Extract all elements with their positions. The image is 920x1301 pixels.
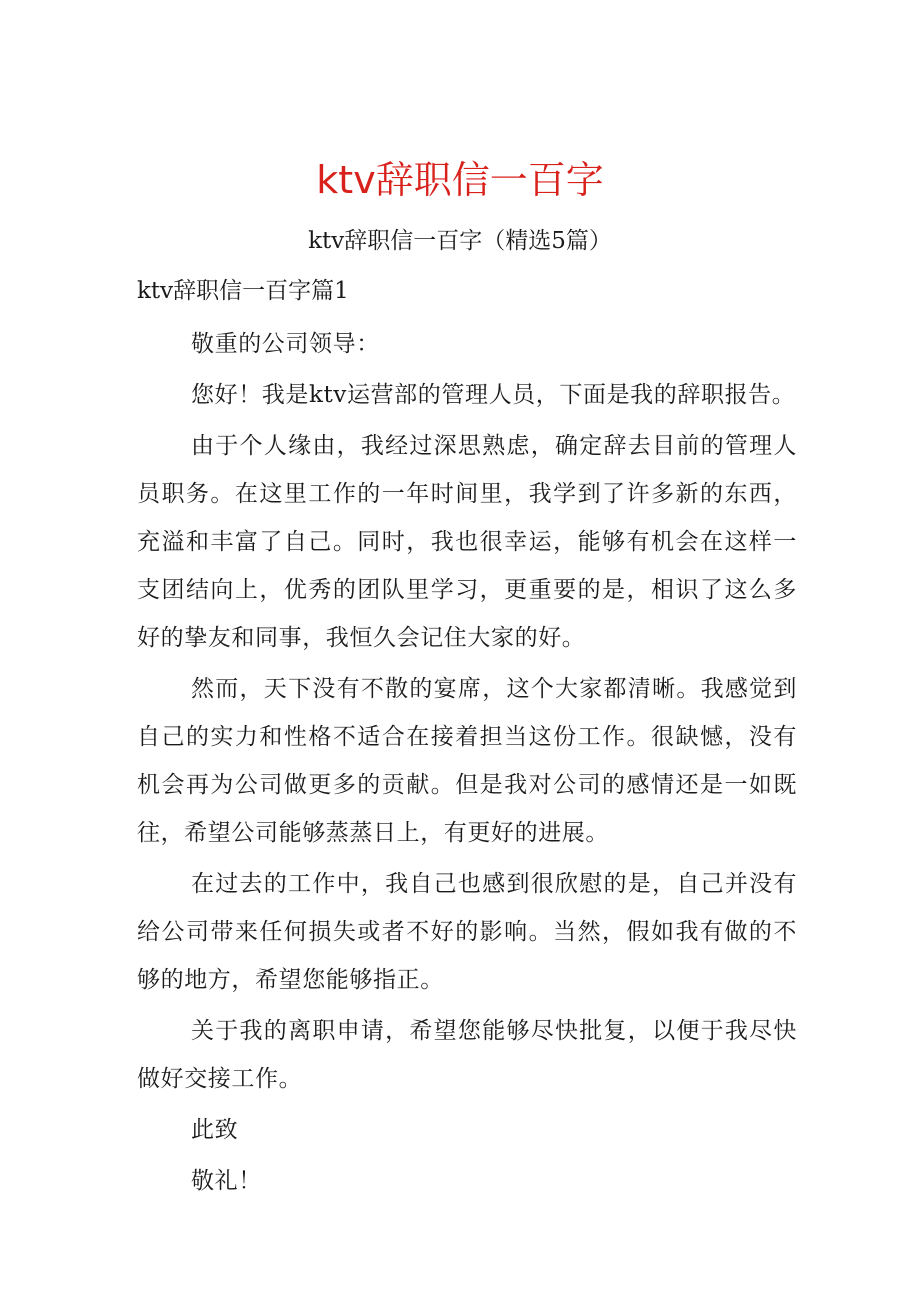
reason-paragraph: 由于个人缘由，我经过深思熟虑，确定辞去目前的管理人员职务。在这里工作的一年时间里，我学到了许多新的东西，充溢和丰富了自己。同时，我也很幸运，能够有机会在这样一支团结向上，优秀的团队里学习，更重要的是，相识了这么多好的挚友和同事，我恒久会记住大家的好。: [137, 433, 797, 651]
greeting-paragraph: 您好！我是ktv运营部的管理人员，下面是我的辞职报告。: [191, 382, 796, 408]
farewell-paragraph: 然而，天下没有不散的宴席，这个大家都清晰。我感觉到自己的实力和性格不适合在接着担当这份工作。很缺憾，没有机会再为公司做更多的贡献。但是我对公司的感情还是一如既往，希望公司能够蒸蒸日上，有更好的进展。: [137, 676, 797, 846]
letter-body: [137, 320, 797, 1205]
closing-line: 此致: [191, 1117, 239, 1143]
salutation: 敬重的公司领导：: [191, 331, 380, 357]
section-heading: ktv辞职信一百字篇1: [137, 278, 349, 304]
request-paragraph: 关于我的离职申请，希望您能够尽快批复，以便于我尽快做好交接工作。: [137, 1018, 797, 1092]
document-subtitle: ktv辞职信一百字（精选5篇）: [308, 228, 612, 254]
reflection-paragraph: 在过去的工作中，我自己也感到很欣慰的是，自己并没有给公司带来任何损失或者不好的影响。当然，假如我有做的不够的地方，希望您能够指正。: [137, 871, 797, 993]
document-title: ktv辞职信一百字: [316, 158, 604, 202]
regards-line: 敬礼！: [191, 1168, 262, 1194]
